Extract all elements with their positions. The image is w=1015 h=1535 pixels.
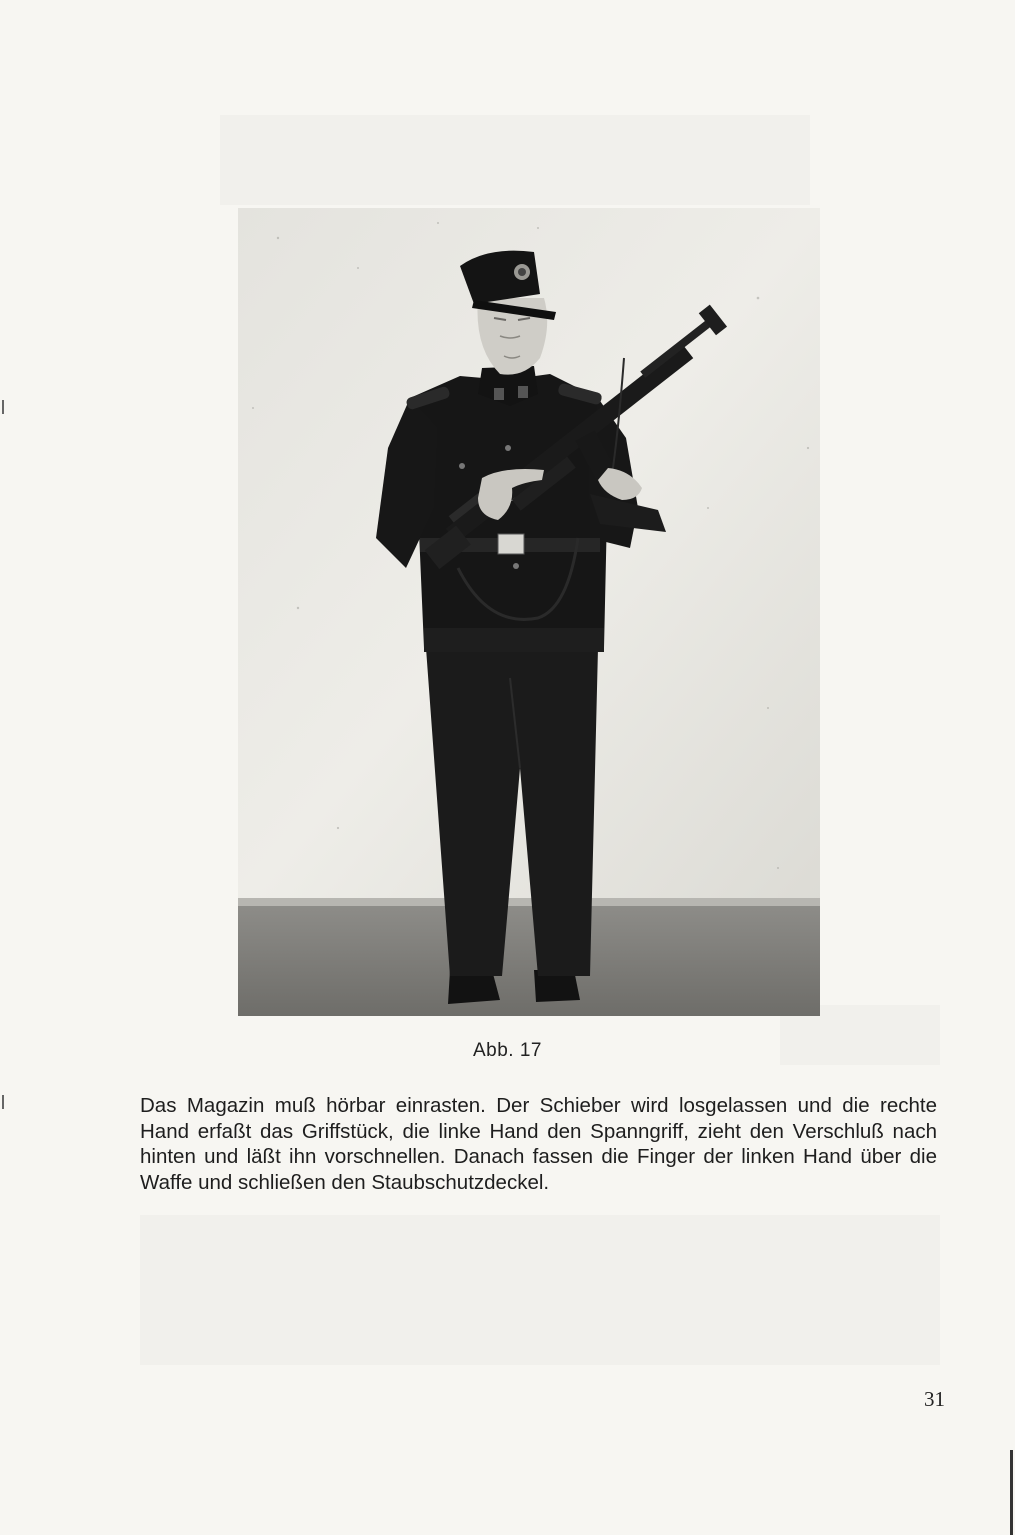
scan-edge-mark [2, 400, 4, 414]
bleed-through-top [220, 115, 810, 205]
scan-edge-mark [2, 1095, 4, 1109]
figure-photo [238, 208, 820, 1016]
bleed-through-bottom [140, 1215, 940, 1365]
page-number: 31 [924, 1387, 945, 1411]
figure-caption: Abb. 17 [473, 1040, 542, 1061]
photo-soldier-with-rifle-icon [238, 208, 820, 1016]
scan-edge-mark [1010, 1450, 1013, 1535]
body-paragraph: Das Magazin muß hörbar einrasten. Der Schieber wird losgelassen und die rechte Hand erfaßt das Griffstück, die linke Hand den Spanngriff, zieht den Verschluß nach hinten und läßt ihn vorschnellen. Danach fassen die Finger der linken Hand über die Waffe und schließen den Staubschutzdeckel. [140, 1094, 937, 1194]
